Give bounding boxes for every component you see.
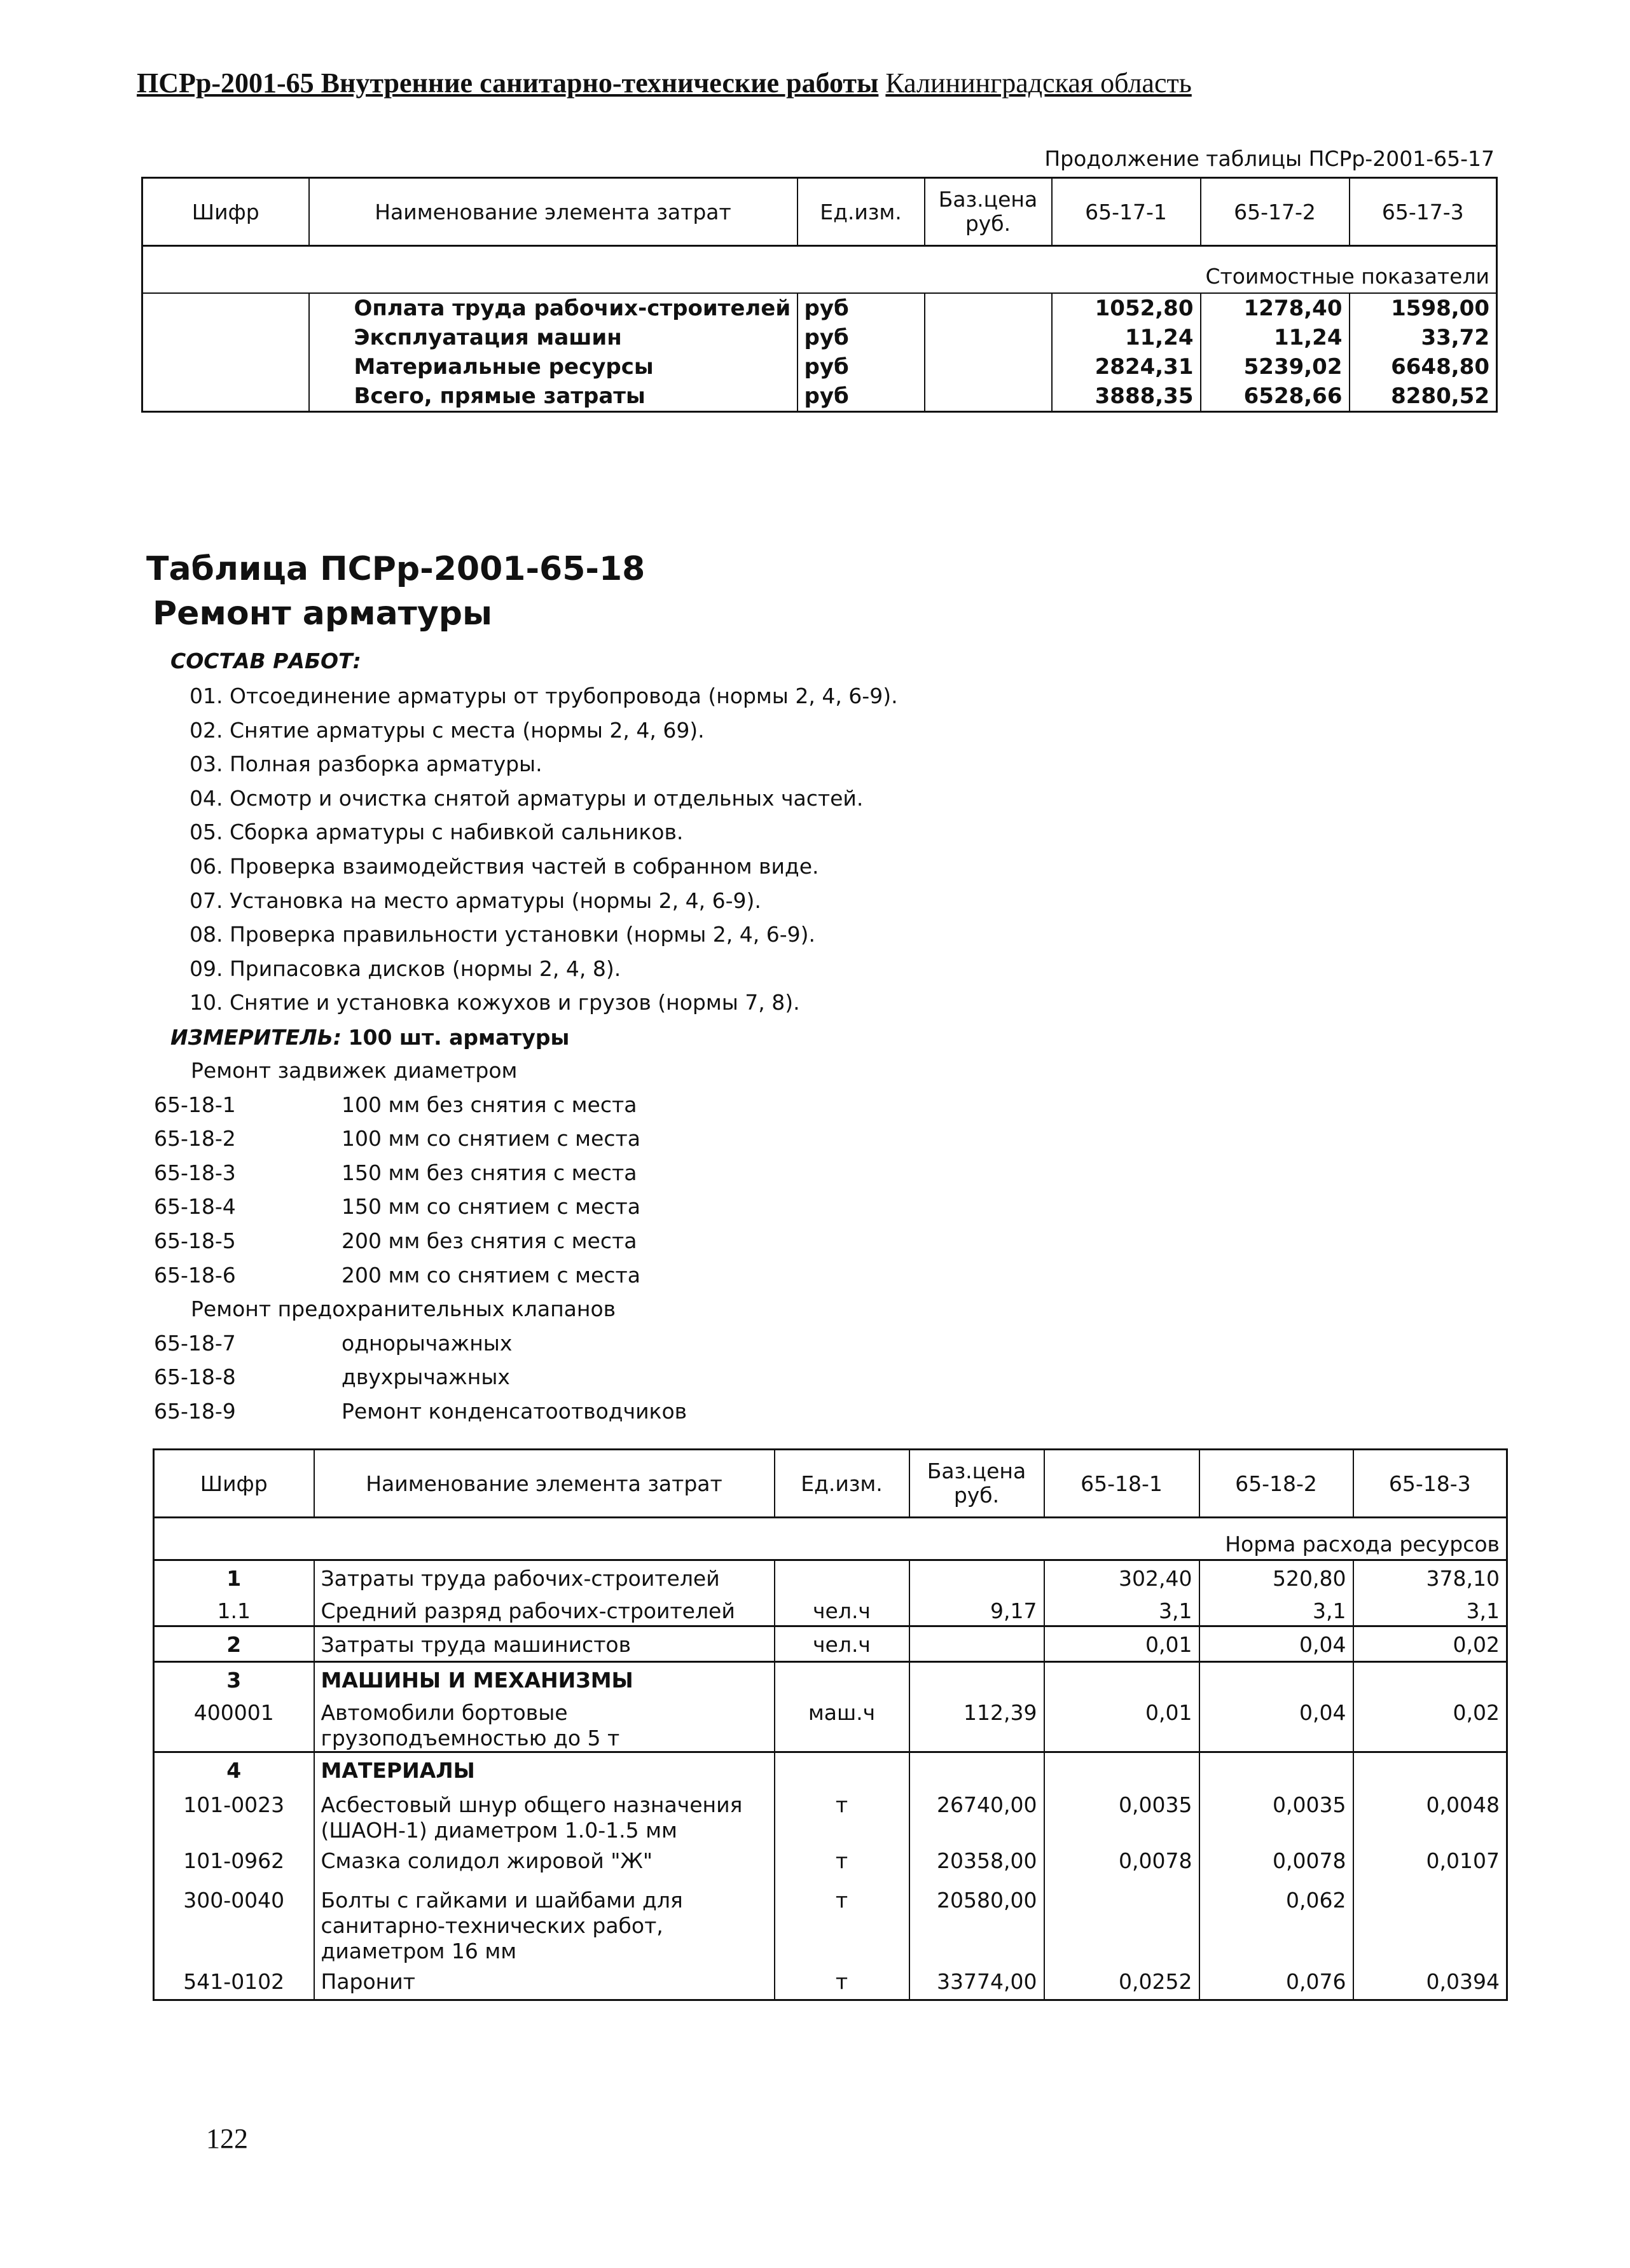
- cell-unit: т: [775, 1883, 909, 1964]
- cell-v2: 6528,66: [1201, 381, 1350, 412]
- cell-name: Смазка солидол жировой "Ж": [314, 1843, 775, 1883]
- cell-v3: 0,02: [1353, 1695, 1507, 1752]
- cell-v1: 11,24: [1052, 323, 1201, 352]
- table-row: [154, 1964, 1507, 2000]
- page-number: 122: [206, 2123, 248, 2154]
- list-item: 10. Снятие и установка кожухов и грузов (нормы 7, 8).: [190, 990, 800, 1015]
- list-item: 09. Припасовка дисков (нормы 2, 4, 8).: [190, 956, 621, 981]
- table-row: [154, 1560, 1507, 1593]
- list-item: 07. Установка на место арматуры (нормы 2, 4, 6-9).: [190, 888, 761, 913]
- cell-unit: руб: [798, 293, 925, 323]
- cell-name: МАТЕРИАЛЫ: [314, 1752, 775, 1787]
- price-code: 65-18-5: [154, 1228, 236, 1253]
- cell-v3: 8280,52: [1350, 381, 1497, 412]
- price-code-desc: 150 мм без снятия с места: [342, 1160, 637, 1185]
- cell-name: Материальные ресурсы: [309, 352, 798, 381]
- price-code-desc: 100 мм со снятием с места: [342, 1126, 640, 1151]
- cell-code: [142, 352, 309, 381]
- table-row: [154, 1695, 1507, 1752]
- price-code: 65-18-1: [154, 1092, 236, 1117]
- price-code-desc: двухрычажных: [342, 1364, 510, 1390]
- table-row: [154, 1843, 1507, 1883]
- table-row: [154, 1883, 1507, 1964]
- table2-col-price: Баз.цена руб.: [909, 1450, 1044, 1518]
- cell-v3: 0,0107: [1353, 1843, 1507, 1883]
- cell-v2: 0,04: [1199, 1626, 1353, 1662]
- table-psrr-65-17-cost: [141, 177, 1498, 413]
- header-code-title: ПСРр-2001-65 Внутренние санитарно-технические работы: [137, 67, 879, 99]
- cell-price: [925, 352, 1052, 381]
- cell-name: МАШИНЫ И МЕХАНИЗМЫ: [314, 1662, 775, 1695]
- cell-v2: 0,076: [1199, 1964, 1353, 2000]
- cell-v1: [1044, 1752, 1199, 1787]
- cell-unit: [775, 1662, 909, 1695]
- cell-code: [142, 293, 309, 323]
- cell-code: 2: [154, 1626, 314, 1662]
- cell-code: 541-0102: [154, 1964, 314, 2000]
- cell-price: 9,17: [909, 1593, 1044, 1626]
- cell-v1: 1052,80: [1052, 293, 1201, 323]
- section-title-code: Таблица ПСРр-2001-65-18: [146, 550, 646, 588]
- list-item: 03. Полная разборка арматуры.: [190, 752, 542, 777]
- cell-price: 33774,00: [909, 1964, 1044, 2000]
- table1-continuation-caption: Продолжение таблицы ПСРр-2001-65-17: [1044, 146, 1495, 171]
- price-code-desc: Ремонт конденсатоотводчиков: [342, 1398, 687, 1424]
- table2-subheader: Норма расхода ресурсов: [1044, 1518, 1507, 1560]
- cell-name: Асбестовый шнур общего назначения (ШАОН-1) диаметром 1.0-1.5 мм: [314, 1787, 775, 1843]
- composition-label: СОСТАВ РАБОТ:: [170, 649, 361, 673]
- table1-subheader: Стоимостные показатели: [142, 246, 1497, 294]
- table-row: [154, 1593, 1507, 1626]
- cell-v2: [1199, 1752, 1353, 1787]
- price-code-desc: 150 мм со снятием с места: [342, 1194, 640, 1220]
- table1-col-price: Баз.цена руб.: [925, 178, 1052, 246]
- cell-v3: [1353, 1883, 1507, 1964]
- section-title-name: Ремонт арматуры: [153, 594, 492, 633]
- cell-v2: 0,062: [1199, 1883, 1353, 1964]
- cell-name: Средний разряд рабочих-строителей: [314, 1593, 775, 1626]
- cell-price: 20358,00: [909, 1843, 1044, 1883]
- cell-price: 20580,00: [909, 1883, 1044, 1964]
- table-row: [142, 381, 1497, 412]
- table1-col-v3: 65-17-3: [1350, 178, 1497, 246]
- cell-code: [142, 381, 309, 412]
- cell-price: [909, 1626, 1044, 1662]
- cell-v1: 0,0252: [1044, 1964, 1199, 2000]
- cell-v2: 0,04: [1199, 1695, 1353, 1752]
- cell-unit: чел.ч: [775, 1626, 909, 1662]
- cell-price: [925, 293, 1052, 323]
- list-item: 01. Отсоединение арматуры от трубопровода (нормы 2, 4, 6-9).: [190, 684, 898, 708]
- price-code-desc: 200 мм без снятия с места: [342, 1228, 637, 1253]
- cell-v1: 0,0078: [1044, 1843, 1199, 1883]
- table2-col-name: Наименование элемента затрат: [314, 1450, 775, 1518]
- cell-code: 300-0040: [154, 1883, 314, 1964]
- cell-unit: руб: [798, 381, 925, 412]
- price-code-desc: однорычажных: [342, 1330, 513, 1356]
- table-row: [154, 1787, 1507, 1843]
- cell-price: 112,39: [909, 1695, 1044, 1752]
- cell-code: 4: [154, 1752, 314, 1787]
- table1-col-v1: 65-17-1: [1052, 178, 1201, 246]
- price-code: 65-18-8: [154, 1364, 236, 1390]
- cell-name: Затраты труда машинистов: [314, 1626, 775, 1662]
- cell-v1: 0,01: [1044, 1626, 1199, 1662]
- cell-v2: 520,80: [1199, 1560, 1353, 1593]
- meter-line: [170, 1025, 569, 1050]
- meter-value: 100 шт. арматуры: [348, 1025, 570, 1050]
- cell-v1: 0,0035: [1044, 1787, 1199, 1843]
- table-row: [142, 352, 1497, 381]
- cell-v3: 0,0394: [1353, 1964, 1507, 2000]
- cell-unit: т: [775, 1787, 909, 1843]
- cell-code: 1: [154, 1560, 314, 1593]
- code-group-label: Ремонт предохранительных клапанов: [191, 1296, 616, 1322]
- price-code: 65-18-6: [154, 1262, 236, 1288]
- cell-v1: [1044, 1883, 1199, 1964]
- price-code: 65-18-9: [154, 1398, 236, 1424]
- cell-v3: 0,0048: [1353, 1787, 1507, 1843]
- table1-header-row: [142, 178, 1497, 246]
- cell-price: [925, 323, 1052, 352]
- cell-v1: 302,40: [1044, 1560, 1199, 1593]
- table1-col-code: Шифр: [142, 178, 309, 246]
- table-row: [154, 1662, 1507, 1695]
- table2-subheader-spacer: [154, 1518, 1044, 1560]
- cell-v2: 1278,40: [1201, 293, 1350, 323]
- table-row: [154, 1752, 1507, 1787]
- meter-label: ИЗМЕРИТЕЛЬ:: [170, 1025, 342, 1050]
- table-row: [142, 293, 1497, 323]
- code-group-label: Ремонт задвижек диаметром: [191, 1058, 518, 1083]
- cell-code: 101-0023: [154, 1787, 314, 1843]
- cell-code: 400001: [154, 1695, 314, 1752]
- cell-v3: 1598,00: [1350, 293, 1497, 323]
- cell-name: Болты с гайками и шайбами для санитарно-технических работ, диаметром 16 мм: [314, 1883, 775, 1964]
- table-row: [142, 323, 1497, 352]
- cell-code: [142, 323, 309, 352]
- list-item: 05. Сборка арматуры с набивкой сальников.: [190, 820, 684, 845]
- table1-body: [142, 293, 1497, 412]
- cell-unit: руб: [798, 323, 925, 352]
- cell-unit: чел.ч: [775, 1593, 909, 1626]
- cell-name: Автомобили бортовые грузоподъемностью до 5 т: [314, 1695, 775, 1752]
- table-row: [154, 1626, 1507, 1662]
- work-composition-list: [190, 684, 898, 1024]
- cell-name: Паронит: [314, 1964, 775, 2000]
- table2-header-row: [154, 1450, 1507, 1518]
- cell-v2: 0,0035: [1199, 1787, 1353, 1843]
- cell-v3: 0,02: [1353, 1626, 1507, 1662]
- list-item: 04. Осмотр и очистка снятой арматуры и отдельных частей.: [190, 785, 864, 811]
- table2-subheader-row: [154, 1518, 1507, 1560]
- cell-v1: 3,1: [1044, 1593, 1199, 1626]
- cell-name: Всего, прямые затраты: [309, 381, 798, 412]
- cell-unit: т: [775, 1964, 909, 2000]
- table2-col-v3: 65-18-3: [1353, 1450, 1507, 1518]
- cell-v2: 3,1: [1199, 1593, 1353, 1626]
- cell-unit: [775, 1752, 909, 1787]
- price-code-desc: 200 мм со снятием с места: [342, 1262, 640, 1288]
- price-code-desc: 100 мм без снятия с места: [342, 1092, 637, 1117]
- cell-code: 3: [154, 1662, 314, 1695]
- page-header: [137, 67, 1485, 99]
- cell-price: 26740,00: [909, 1787, 1044, 1843]
- table1-col-v2: 65-17-2: [1201, 178, 1350, 246]
- cell-v3: [1353, 1662, 1507, 1695]
- cell-unit: руб: [798, 352, 925, 381]
- table2-body: [154, 1560, 1507, 2000]
- cell-v1: 0,01: [1044, 1695, 1199, 1752]
- price-code: 65-18-3: [154, 1160, 236, 1185]
- cell-price: [909, 1560, 1044, 1593]
- cell-unit: т: [775, 1843, 909, 1883]
- cell-price: [909, 1752, 1044, 1787]
- cell-v1: 3888,35: [1052, 381, 1201, 412]
- cell-v3: 6648,80: [1350, 352, 1497, 381]
- cell-v2: 11,24: [1201, 323, 1350, 352]
- cell-name: Оплата труда рабочих-строителей: [309, 293, 798, 323]
- cell-v3: 33,72: [1350, 323, 1497, 352]
- cell-unit: маш.ч: [775, 1695, 909, 1752]
- cell-code: 1.1: [154, 1593, 314, 1626]
- table2-col-code: Шифр: [154, 1450, 314, 1518]
- cell-name: Эксплуатация машин: [309, 323, 798, 352]
- table1-col-name: Наименование элемента затрат: [309, 178, 798, 246]
- list-item: 08. Проверка правильности установки (нормы 2, 4, 6-9).: [190, 922, 815, 947]
- cell-v1: 2824,31: [1052, 352, 1201, 381]
- table-psrr-65-18-resources: [153, 1448, 1508, 2001]
- cell-v3: 3,1: [1353, 1593, 1507, 1626]
- cell-v2: 5239,02: [1201, 352, 1350, 381]
- cell-v2: 0,0078: [1199, 1843, 1353, 1883]
- cell-v2: [1199, 1662, 1353, 1695]
- list-item: 06. Проверка взаимодействия частей в собранном виде.: [190, 853, 819, 879]
- cell-v3: 378,10: [1353, 1560, 1507, 1593]
- header-region: Калининградская область: [885, 67, 1192, 99]
- table2-col-v2: 65-18-2: [1199, 1450, 1353, 1518]
- table2-col-v1: 65-18-1: [1044, 1450, 1199, 1518]
- cell-price: [925, 381, 1052, 412]
- price-code: 65-18-7: [154, 1330, 236, 1356]
- cell-unit: [775, 1560, 909, 1593]
- cell-v3: [1353, 1752, 1507, 1787]
- table1-col-unit: Ед.изм.: [798, 178, 925, 246]
- table1-subheader-row: [142, 246, 1497, 294]
- cell-code: 101-0962: [154, 1843, 314, 1883]
- list-item: 02. Снятие арматуры с места (нормы 2, 4, 69).: [190, 717, 705, 743]
- cell-price: [909, 1662, 1044, 1695]
- price-code: 65-18-4: [154, 1194, 236, 1220]
- table2-col-unit: Ед.изм.: [775, 1450, 909, 1518]
- cell-v1: [1044, 1662, 1199, 1695]
- cell-name: Затраты труда рабочих-строителей: [314, 1560, 775, 1593]
- price-code: 65-18-2: [154, 1126, 236, 1151]
